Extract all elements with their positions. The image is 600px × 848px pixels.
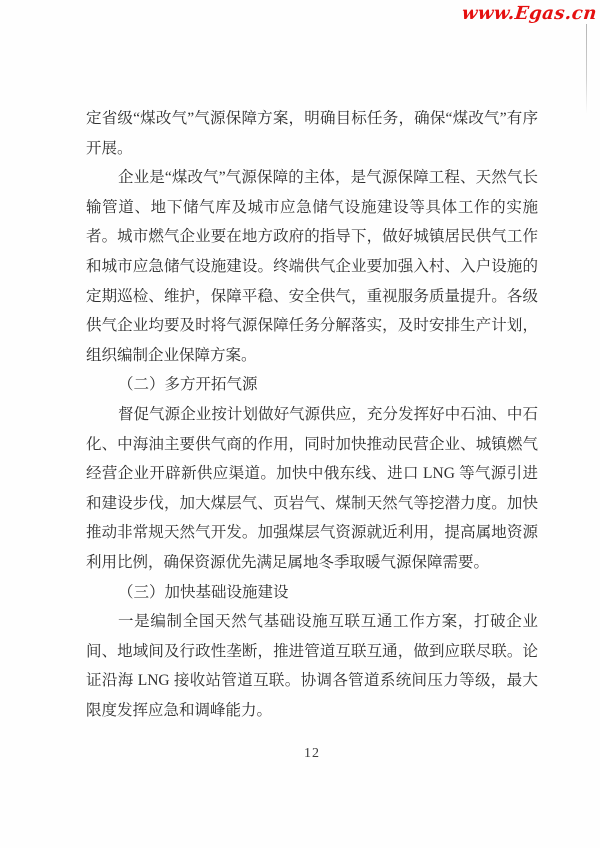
text-line: 间、地域间及行政性垄断，推进管道互联互通，做到应联尽联。论: [86, 642, 538, 660]
watermark-text: www.Egas.cn: [461, 3, 599, 24]
text-line: 限度发挥应急和调峰能力。: [86, 701, 273, 719]
text-line: （二）多方开拓气源: [118, 376, 258, 394]
text-line: 经营企业开辟新供应渠道。加快中俄东线、进口 LNG 等气源引进: [86, 465, 538, 483]
scan-artifact-line: [586, 24, 587, 114]
text-line: 证沿海 LNG 接收站管道互联。协调各管道系统间压力等级，最大: [86, 672, 538, 690]
text-line: 推动非常规天然气开发。加强煤层气资源就近利用，提高属地资源: [86, 524, 538, 542]
text-line: 化、中海油主要供气商的作用，同时加快推动民营企业、城镇燃气: [86, 435, 538, 453]
text-line: 开展。: [86, 139, 133, 157]
text-line: 者。城市燃气企业要在地方政府的指导下，做好城镇居民供气工作: [86, 228, 538, 246]
text-line: 定期巡检、维护，保障平稳、安全供气，重视服务质量提升。各级: [86, 287, 538, 305]
document-text-block: [86, 104, 538, 725]
page-number: 12: [304, 746, 320, 761]
text-line: 供气企业均要及时将气源保障任务分解落实，及时安排生产计划，: [86, 317, 538, 335]
text-line: 和城市应急储气设施建设。终端供气企业要加强入村、入户设施的: [86, 257, 538, 275]
text-line: 和建设步伐，加大煤层气、页岩气、煤制天然气等挖潜力度。加快: [86, 494, 538, 512]
text-line: （三）加快基础设施建设: [118, 583, 289, 601]
text-line: 督促气源企业按计划做好气源供应，充分发挥好中石油、中石: [118, 405, 538, 423]
text-line: 企业是“煤改气”气源保障的主体，是气源保障工程、天然气长: [118, 169, 538, 187]
text-line: 利用比例，确保资源优先满足属地冬季取暖气源保障需要。: [86, 553, 490, 571]
text-line: 输管道、地下储气库及城市应急储气设施建设等具体工作的实施: [86, 198, 538, 216]
text-line: 定省级“煤改气”气源保障方案，明确目标任务，确保“煤改气”有序: [86, 110, 538, 127]
text-line: 一是编制全国天然气基础设施互联互通工作方案，打破企业: [118, 613, 538, 631]
text-line: 组织编制企业保障方案。: [86, 346, 257, 364]
